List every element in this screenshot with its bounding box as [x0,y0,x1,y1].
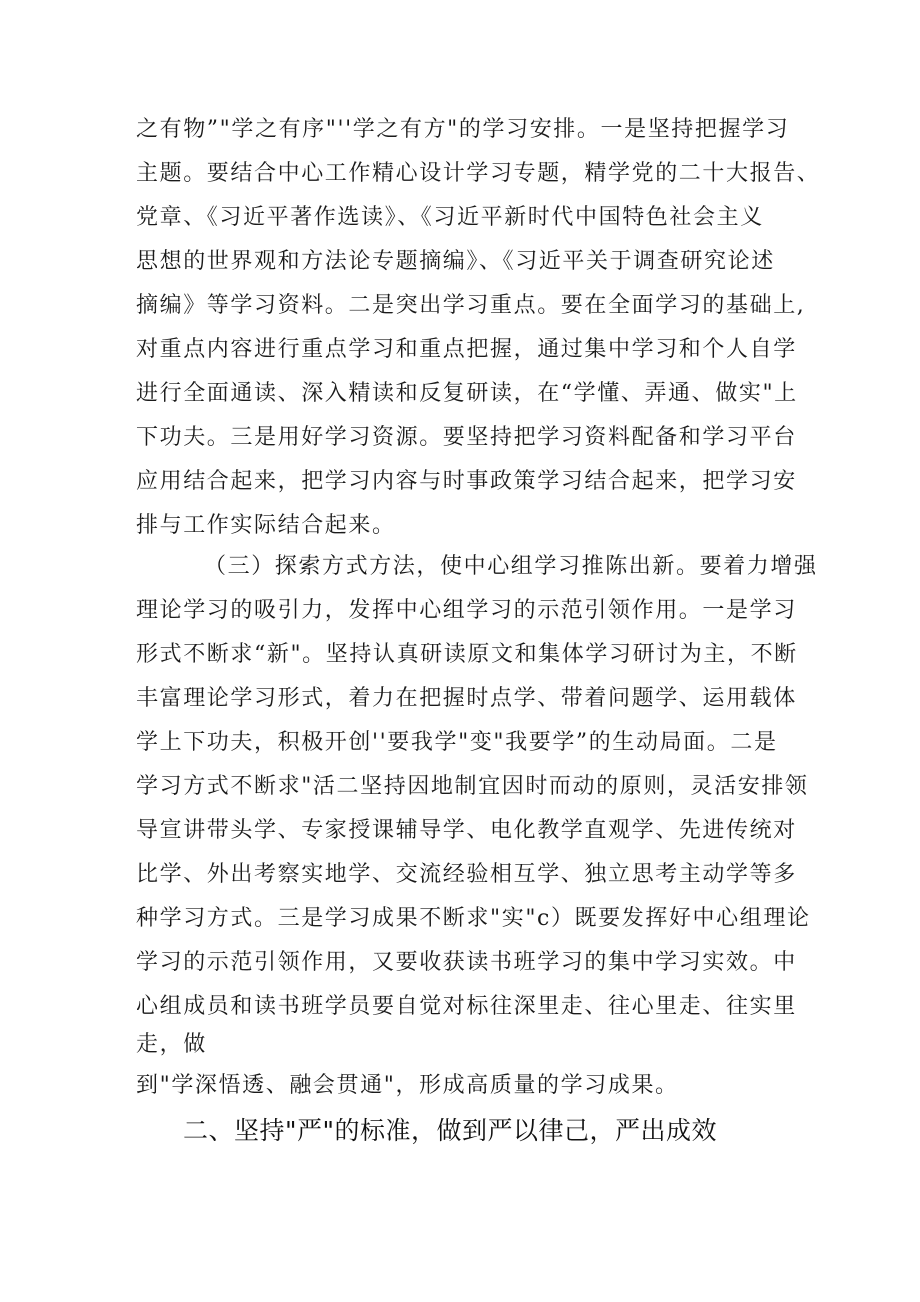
paragraph-1-line-1: 之有物”"学之有序"''学之有方"的学习安排。一是坚持把握学习 [136,117,790,142]
paragraph-1-line-5: 摘编》等学习资料。二是突出学习重点。要在全面学习的基础上, [136,293,806,318]
paragraph-2-line-6: 学习方式不断求"活二坚持因地制宜因时而动的原则，灵活安排领 [136,774,809,799]
section-heading: 二、坚持"严"的标准，做到严以律己，严出成效 [183,1116,717,1145]
paragraph-2-line-7: 导宣讲带头学、专家授课辅导学、电化教学直观学、先进传统对 [136,818,797,843]
paragraph-1-line-6: 对重点内容进行重点学习和重点把握，通过集中学习和个人自学 [136,337,797,362]
paragraph-1-line-3: 党章、《习近平著作选读》、《习近平新时代中国特色社会主义 [136,205,764,230]
paragraph-1-line-10: 排与工作实际结合起来。 [136,513,396,538]
paragraph-1-line-9: 应用结合起来，把学习内容与时事政策学习结合起来，把学习安 [136,469,797,494]
paragraph-2-line-3: 形式不断求“新"。坚持认真研读原文和集体学习研讨为主，不断 [136,642,798,667]
paragraph-2-line-11: 心组成员和读书班学员要自觉对标往深里走、往心里走、往实里 [136,994,797,1019]
paragraph-2-line-2: 理论学习的吸引力，发挥中心组学习的示范引领作用。一是学习 [136,598,797,623]
paragraph-2-line-12: 走，做 [136,1032,207,1057]
paragraph-1-line-4: 思想的世界观和方法论专题摘编》、《习近平关于调查研究论述 [136,249,775,274]
paragraph-2-line-13: 到"学深悟透、融会贯通"，形成高质量的学习成果。 [136,1073,679,1098]
paragraph-2-line-4: 丰富理论学习形式，着力在把握时点学、带着问题学、运用载体 [136,686,797,711]
paragraph-2-line-8: 比学、外出考察实地学、交流经验相互学、独立思考主动学等多 [136,862,797,887]
paragraph-1-line-2: 主题。要结合中心工作精心设计学习专题，精学党的二十大报告、 [136,161,821,186]
paragraph-2-line-5: 学上下功夫，积极开创''要我学"变"我要学”的生动局面。二是 [136,730,778,755]
paragraph-2-line-10: 学习的示范引领作用，又要收获读书班学习的集中学习实效。中 [136,950,797,975]
paragraph-2-line-9: 种学习方式。三是学习成果不断求"实"c）既要发挥好中心组理论 [136,906,811,931]
paragraph-1-line-8: 下功夫。三是用好学习资源。要坚持把学习资料配备和学习平台 [136,425,797,450]
paragraph-1-line-7: 进行全面通读、深入精读和反复研读，在“学懂、弄通、做实"上 [136,381,798,406]
paragraph-2-line-1: （三）探索方式方法，使中心组学习推陈出新。要着力增强 [204,554,818,579]
